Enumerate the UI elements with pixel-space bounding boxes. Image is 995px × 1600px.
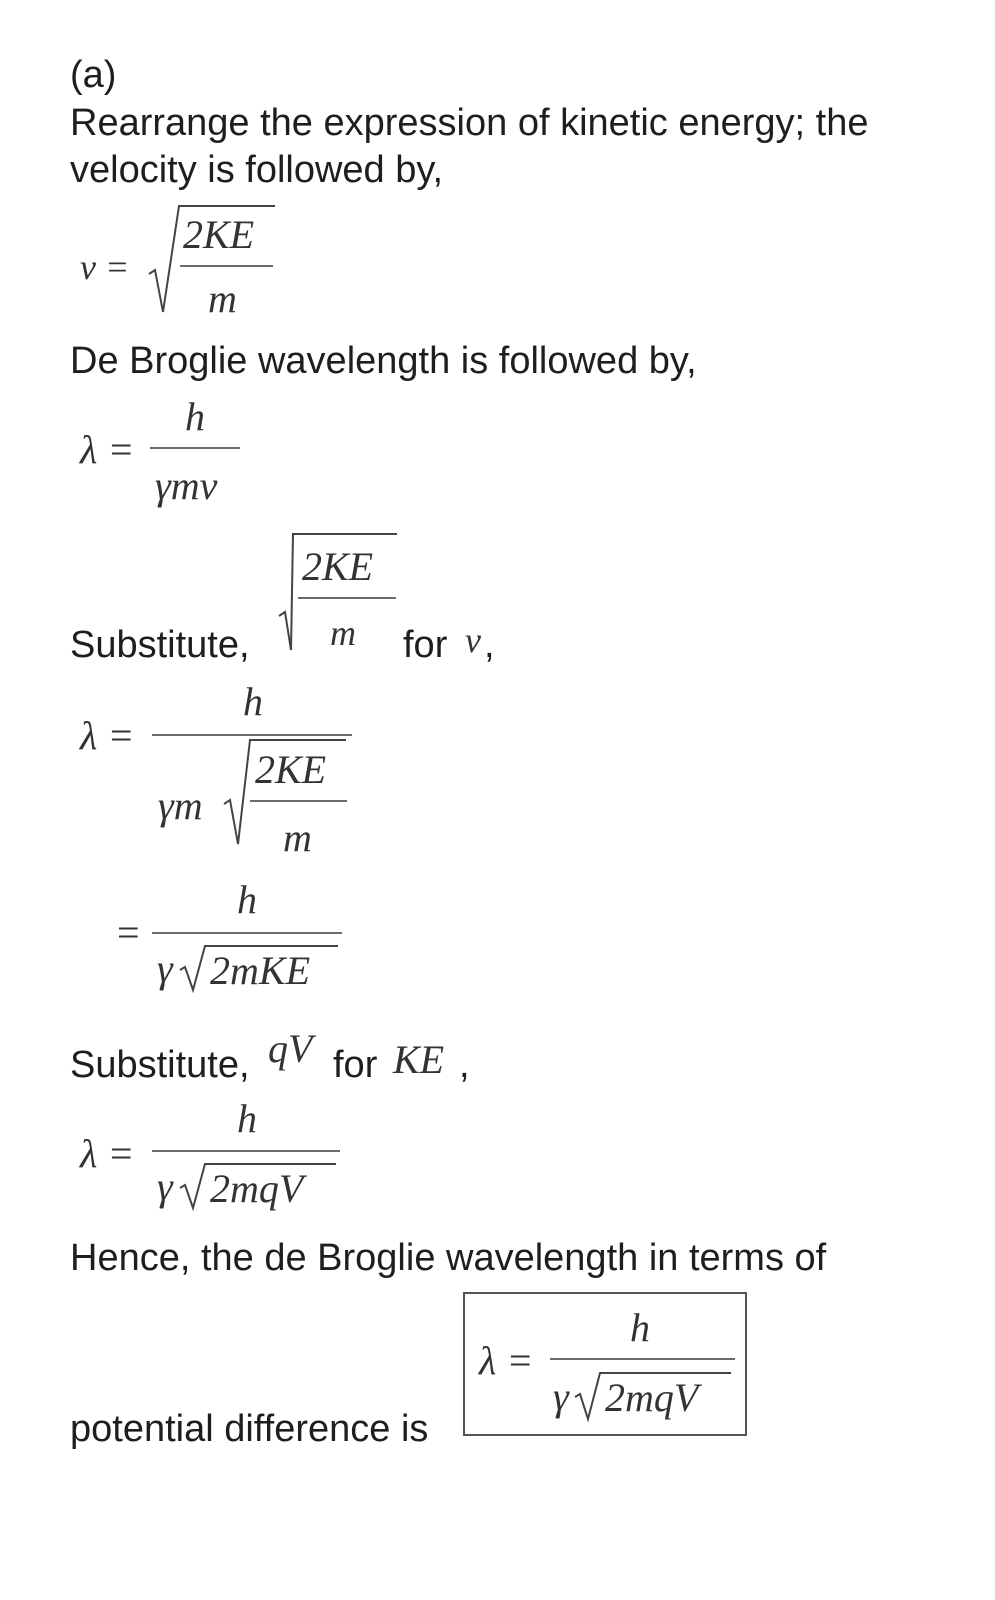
fraction-bar xyxy=(550,1358,735,1360)
simplified-den-radicand: 2mKE xyxy=(210,948,310,993)
fraction-bar xyxy=(298,597,396,599)
substitute-ke-prefix: Substitute, xyxy=(70,1044,250,1086)
fraction-bar xyxy=(180,265,273,267)
substitute-for-word: for xyxy=(403,624,448,666)
lambda-numerator: h xyxy=(185,394,205,439)
velocity-lhs: v = xyxy=(80,247,130,287)
debroglie-intro: De Broglie wavelength is followed by, xyxy=(70,340,697,382)
velocity-numerator: 2KE xyxy=(183,212,255,257)
fraction-bar xyxy=(152,932,342,934)
simplified-numerator: h xyxy=(237,877,257,922)
intro-line-2: velocity is followed by, xyxy=(70,149,444,191)
final-den-prefix: γ xyxy=(553,1374,569,1419)
velocity-denominator: m xyxy=(208,276,237,321)
lambda-qv-den-prefix: γ xyxy=(157,1164,173,1209)
substitute-prefix: Substitute, xyxy=(70,624,250,666)
lambda-sub-lhs: λ = xyxy=(80,713,135,758)
conclusion-line-1: Hence, the de Broglie wavelength in terms of xyxy=(70,1237,827,1279)
substitute-rad-numerator: 2KE xyxy=(302,544,374,589)
conclusion-line-2: potential difference is xyxy=(70,1408,429,1450)
lambda-qv-lhs: λ = xyxy=(80,1131,135,1176)
lambda-qv-den-radicand: 2mqV xyxy=(210,1166,304,1211)
part-label: (a) xyxy=(70,54,117,96)
fraction-bar xyxy=(150,447,240,449)
lambda-sub-rad-numerator: 2KE xyxy=(255,747,327,792)
final-numerator: h xyxy=(630,1305,650,1350)
intro-line-1: Rearrange the expression of kinetic energy; the xyxy=(70,102,869,144)
fraction-bar xyxy=(152,1150,340,1152)
final-lhs: λ = xyxy=(479,1338,534,1383)
lambda-qv-numerator: h xyxy=(237,1096,257,1141)
substitute-rad-denominator: m xyxy=(330,613,356,653)
final-answer-box xyxy=(463,1292,747,1436)
simplified-den-prefix: γ xyxy=(157,946,173,991)
final-den-radicand: 2mqV xyxy=(605,1375,699,1420)
lambda-sub-den-prefix: γm xyxy=(158,783,203,828)
substitute-ke-expression: qV xyxy=(268,1026,313,1071)
lambda-sub-numerator: h xyxy=(243,679,263,724)
lambda-lhs: λ = xyxy=(80,427,135,472)
lambda-sub-rad-denominator: m xyxy=(283,815,312,860)
substitute-ke-comma: , xyxy=(459,1044,470,1086)
lambda-denominator: γmv xyxy=(155,463,218,508)
simplified-equals: = xyxy=(117,910,140,955)
substitute-variable: v xyxy=(465,620,481,660)
substitute-ke-for-word: for xyxy=(333,1044,378,1086)
fraction-bar xyxy=(250,800,347,802)
substitute-ke-variable: KE xyxy=(393,1037,445,1082)
substitute-comma: , xyxy=(484,624,495,666)
